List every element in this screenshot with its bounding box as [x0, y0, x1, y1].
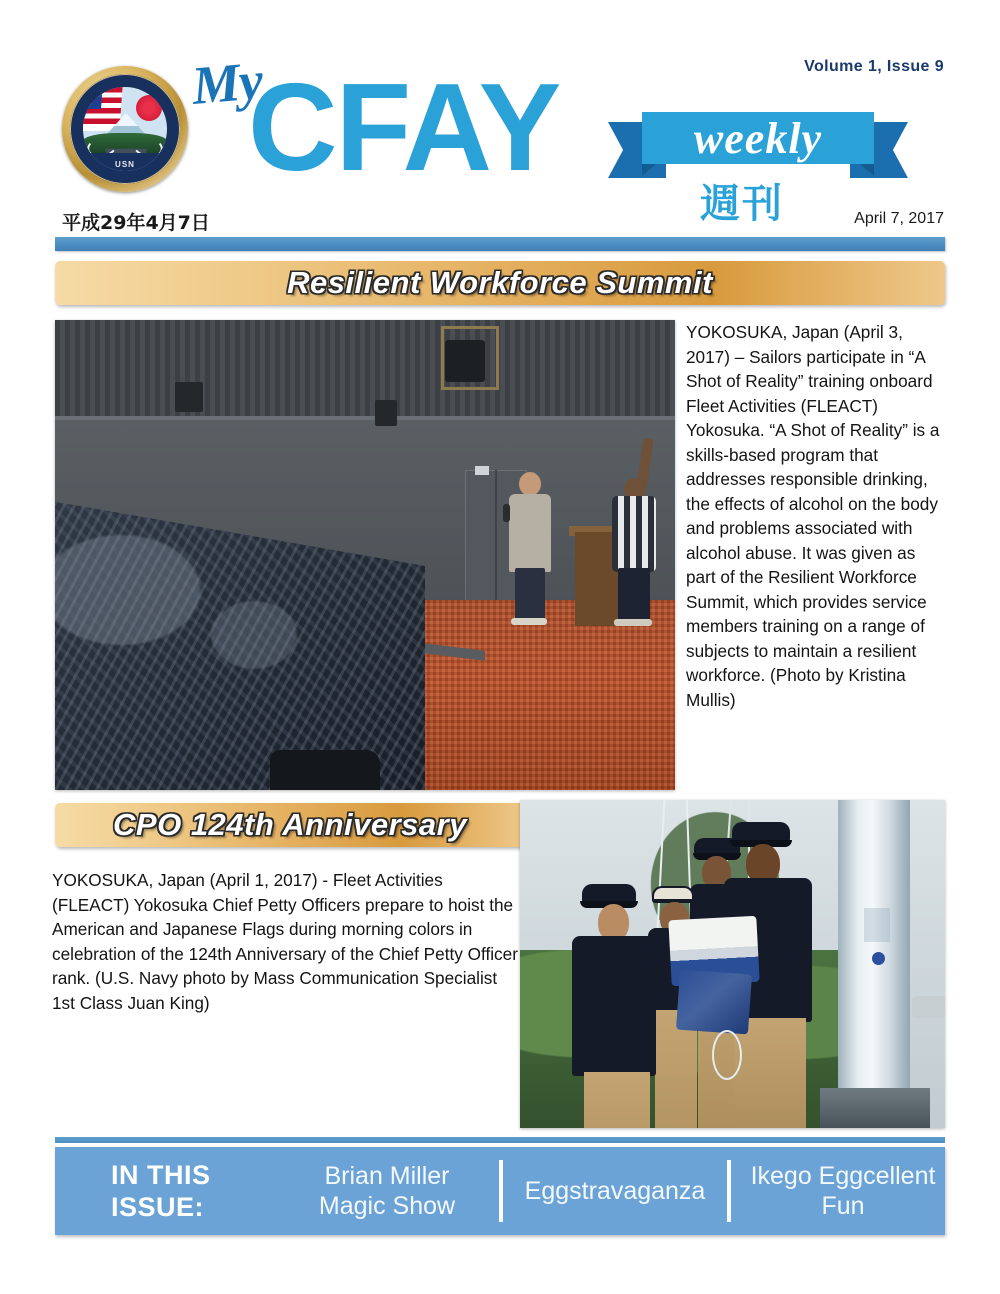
- issue-highlight-item[interactable]: Eggstravaganza: [524, 1177, 706, 1205]
- article-body-cpo-anniversary: YOKOSUKA, Japan (April 1, 2017) - Fleet Activities (FLEACT) Yokosuka Chief Petty Officers prepare to hoist the American and Japanese Flags during morning colors in celebration of the 124th Anniversary of the Chief Petty Officer rank. (U.S. Navy photo by Mass Communication Specialist 1st Class Juan King): [52, 870, 518, 1013]
- section-title: CPO 124th Anniversary: [113, 807, 467, 842]
- section-banner-resilient-workforce-summit: [55, 261, 945, 305]
- speaker-icon: [375, 400, 397, 426]
- masthead-divider: [55, 237, 945, 251]
- item-divider: [499, 1160, 503, 1222]
- presenter-with-microphone: [507, 472, 553, 624]
- masthead: [0, 0, 1000, 240]
- seal-emblem: [83, 87, 167, 171]
- flagpole-plaque: [864, 908, 890, 942]
- item-divider: [727, 1160, 731, 1222]
- article-body-resilient-workforce-summit: YOKOSUKA, Japan (April 3, 2017) – Sailors participate in “A Shot of Reality” training onboard Fleet Activities (FLEACT) Yokosuka. “A Shot of Reality” is a skills-based program that addresses responsible drinking, the effects of alcohol on the body and problems associated with alcohol abuse. It was given as part of the Resilient Workforce Summit, which provides service members training on a range of subjects to maintain a resilient workforce. (Photo by Kristina Mullis): [686, 322, 940, 710]
- japanese-date-label: 平成29年4月7日: [62, 212, 210, 234]
- photo-cpo-anniversary: [520, 800, 945, 1128]
- seal-inner: [70, 74, 180, 184]
- door-split: [495, 470, 497, 600]
- section-title: Resilient Workforce Summit: [287, 265, 713, 300]
- flag-canton: [83, 87, 103, 109]
- presenter-raising-arm: [608, 438, 660, 626]
- kanji-weekly-label: 週刊: [700, 181, 784, 227]
- ribbon-label: weekly: [693, 113, 823, 163]
- in-this-issue-items: [285, 1160, 945, 1222]
- halyard-loop: [712, 1030, 742, 1080]
- issue-highlight-item[interactable]: Brian Miller Magic Show: [318, 1162, 456, 1220]
- cfay-command-seal-icon: [62, 66, 188, 192]
- background-vehicle: [912, 996, 945, 1018]
- in-this-issue-label: IN THIS ISSUE:: [111, 1160, 211, 1222]
- english-date-label: April 7, 2017: [854, 210, 944, 227]
- in-this-issue-bar: [55, 1147, 945, 1235]
- folded-flag-lower: [676, 970, 752, 1035]
- flagpole-marker-icon: [872, 952, 885, 965]
- photo-resilient-workforce-summit: [55, 320, 675, 790]
- rising-sun-icon: [136, 95, 162, 121]
- flagpole-base: [820, 1088, 930, 1128]
- floor-bag: [270, 750, 380, 790]
- exit-sign-icon: [475, 466, 489, 475]
- logo-cfay-wordmark: CFAY: [248, 59, 560, 197]
- projector-icon: [445, 340, 485, 382]
- section-banner-cpo-anniversary: [55, 803, 525, 847]
- volume-issue-label: Volume 1, Issue 9: [804, 58, 944, 75]
- speaker-icon: [175, 382, 203, 412]
- issue-highlight-item[interactable]: Ikego Eggcellent Fun: [750, 1162, 936, 1220]
- flagpole: [838, 800, 910, 1096]
- seal-usn-text: USN: [115, 160, 135, 169]
- logo-my-script: My: [189, 50, 265, 116]
- microphone-icon: [503, 504, 510, 522]
- weekly-ribbon: [608, 112, 908, 174]
- footer-divider: [55, 1137, 945, 1143]
- auditorium-upper-wall: [55, 320, 675, 420]
